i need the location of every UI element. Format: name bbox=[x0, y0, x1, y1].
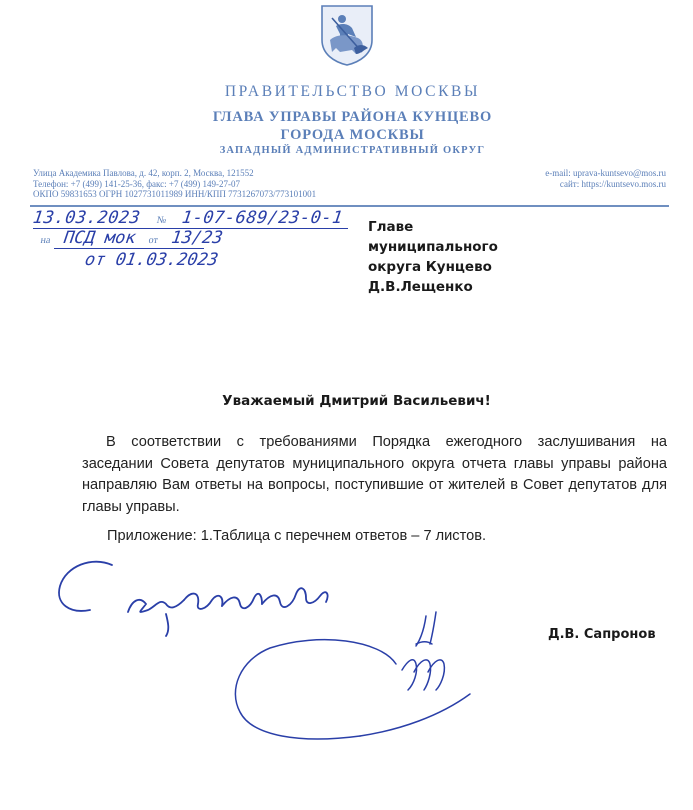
signature-drawing bbox=[235, 612, 470, 739]
body-line1: В соответствии с требованиями Порядка ежегодного заслушивания на bbox=[106, 434, 667, 450]
government-title: ПРАВИТЕЛЬСТВО МОСКВЫ bbox=[224, 83, 481, 100]
attachment-note: Приложение: 1.Таблица с перечнем ответов – 7 листов. bbox=[107, 528, 487, 544]
addressee-line4: Д.В.Лещенко bbox=[368, 279, 473, 295]
addressee-block bbox=[368, 217, 668, 297]
number-label: № bbox=[155, 215, 168, 226]
letter-body bbox=[82, 432, 667, 518]
registration-line bbox=[32, 208, 345, 228]
address-text: Улица Академика Павлова, д. 42, корп. 2, Москва, 121552 bbox=[33, 168, 254, 178]
signer-name: Д.В. Сапронов bbox=[548, 627, 656, 642]
reference-recipient: ПСД мок bbox=[62, 228, 138, 248]
registration-date: 13.03.2023 bbox=[31, 208, 142, 228]
addressee-line3: округа Кунцево bbox=[368, 259, 492, 275]
addressee-line2: муниципального bbox=[368, 239, 498, 255]
web-contacts bbox=[430, 168, 666, 189]
reference-number: 13/23 bbox=[170, 228, 225, 248]
from-label: от bbox=[147, 235, 159, 246]
to-label: на bbox=[39, 235, 52, 246]
site-link[interactable]: сайт: https://kuntsevo.mos.ru bbox=[559, 178, 666, 189]
reference-line bbox=[37, 228, 224, 248]
email-link[interactable]: e-mail: uprava-kuntsevo@mos.ru bbox=[545, 168, 666, 178]
moscow-coat-of-arms-icon bbox=[318, 4, 376, 66]
head-title-line1: ГЛАВА УПРАВЫ РАЙОНА КУНЦЕВО bbox=[212, 109, 493, 125]
head-title-line2: ГОРОДА МОСКВЫ bbox=[280, 127, 425, 143]
salutation: Уважаемый Дмитрий Васильевич! bbox=[222, 393, 491, 409]
body-line3: направляю Вам ответы на вопросы, поступившие от жителей в Совет депутатов для bbox=[82, 477, 667, 493]
registration-number: 1-07-689/23-0-1 bbox=[180, 208, 345, 228]
okrug-title: ЗАПАДНЫЙ АДМИНИСТРАТИВНЫЙ ОКРУГ bbox=[219, 145, 486, 156]
contact-details bbox=[33, 168, 413, 200]
reference-date: от 01.03.2023 bbox=[83, 250, 220, 270]
reference-underline bbox=[54, 248, 204, 249]
closing-handwriting bbox=[59, 562, 328, 636]
letterhead-divider bbox=[30, 205, 669, 207]
codes-text: ОКПО 59831653 ОГРН 1027731011989 ИНН/КПП 7731267073/773101001 bbox=[33, 189, 317, 199]
body-line4: главы управы. bbox=[82, 498, 180, 515]
phone-text: Телефон: +7 (499) 141-25-36, факс: +7 (499) 149-27-07 bbox=[33, 178, 240, 189]
addressee-line1: Главе bbox=[368, 219, 414, 235]
body-line2: заседании Совета депутатов муниципального округа отчета главы управы района bbox=[82, 455, 667, 472]
